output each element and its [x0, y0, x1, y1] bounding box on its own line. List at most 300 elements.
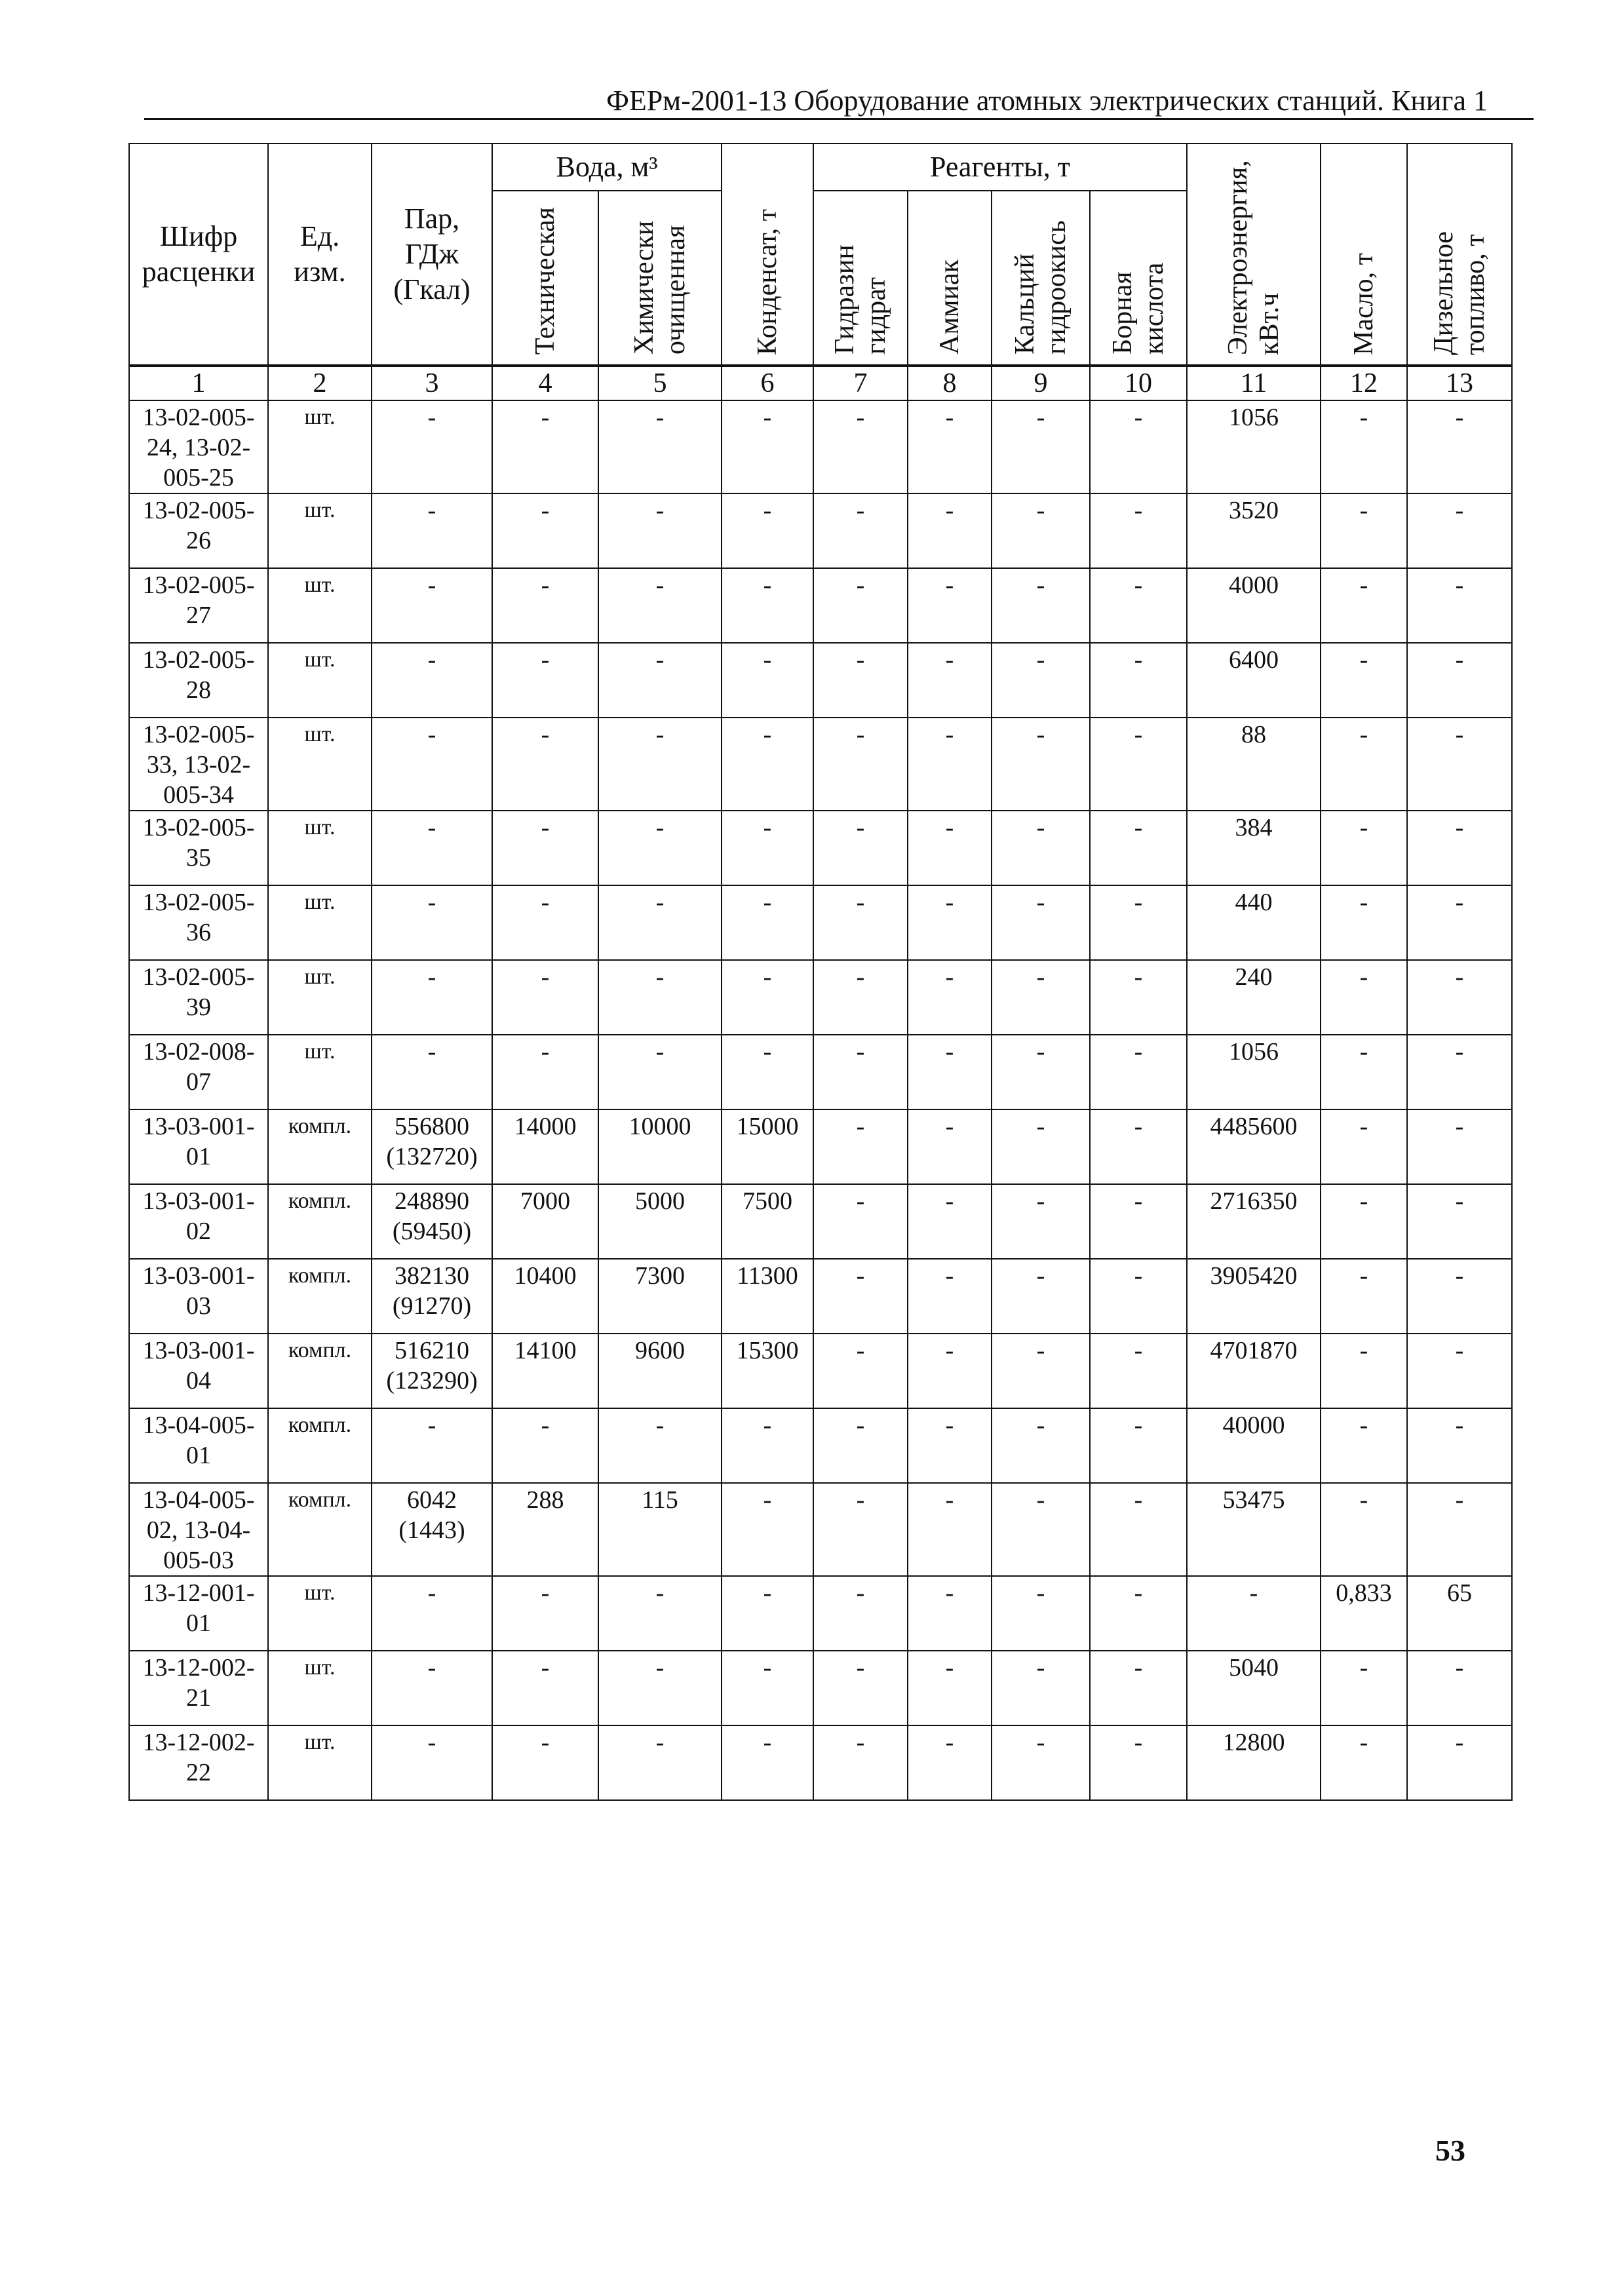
value-cell: - — [598, 811, 722, 885]
value-cell: - — [598, 1725, 722, 1800]
rate-code-cell: 13-02-005-39 — [129, 960, 268, 1035]
table-body — [129, 400, 1512, 1800]
value-cell: 4000 — [1187, 568, 1321, 643]
table-row — [129, 1483, 1512, 1576]
value-cell: - — [1321, 1109, 1407, 1184]
table-row — [129, 960, 1512, 1035]
unit-cell: компл. — [268, 1408, 372, 1483]
value-cell: - — [908, 1259, 992, 1334]
table-row — [129, 1259, 1512, 1334]
value-cell: 4485600 — [1187, 1109, 1321, 1184]
value-cell: 14100 — [492, 1334, 598, 1408]
value-cell: - — [1321, 1035, 1407, 1109]
value-cell: - — [1321, 1651, 1407, 1725]
value-cell: - — [908, 493, 992, 568]
value-cell: - — [372, 568, 492, 643]
value-cell: 7500 — [722, 1184, 813, 1259]
column-number: 7 — [813, 366, 908, 400]
table-row — [129, 643, 1512, 718]
value-cell: - — [908, 1184, 992, 1259]
value-cell: - — [372, 643, 492, 718]
value-cell: - — [492, 493, 598, 568]
value-cell: 0,833 — [1321, 1576, 1407, 1651]
value-cell: - — [1321, 718, 1407, 811]
value-cell: - — [1321, 811, 1407, 885]
unit-cell: шт. — [268, 643, 372, 718]
value-cell: - — [492, 643, 598, 718]
value-cell: - — [1090, 1725, 1187, 1800]
value-cell: 384 — [1187, 811, 1321, 885]
value-cell: - — [813, 1109, 908, 1184]
column-number: 12 — [1321, 366, 1407, 400]
column-number: 3 — [372, 366, 492, 400]
header-steam — [372, 144, 492, 366]
value-cell: - — [1090, 1259, 1187, 1334]
header-boric — [1090, 191, 1187, 366]
table-header — [129, 144, 1512, 400]
column-number: 1 — [129, 366, 268, 400]
value-cell: - — [813, 1259, 908, 1334]
header-oil-label: Масло, т — [1349, 253, 1379, 355]
value-cell: - — [1321, 493, 1407, 568]
value-cell: - — [372, 960, 492, 1035]
value-cell: - — [1090, 960, 1187, 1035]
table-row — [129, 811, 1512, 885]
value-cell: - — [722, 718, 813, 811]
value-cell: - — [372, 493, 492, 568]
header-condensate-label: Конденсат, т — [752, 208, 783, 355]
value-cell: - — [992, 1483, 1090, 1576]
value-cell: - — [908, 1109, 992, 1184]
value-cell: - — [492, 1408, 598, 1483]
value-cell: - — [908, 718, 992, 811]
header-calcium — [992, 191, 1090, 366]
value-cell: - — [598, 960, 722, 1035]
value-cell: - — [722, 1725, 813, 1800]
header-reagents-group-label: Реагенты, т — [929, 151, 1071, 183]
table-row — [129, 718, 1512, 811]
table-row — [129, 1408, 1512, 1483]
value-cell: - — [813, 1408, 908, 1483]
value-cell: - — [908, 811, 992, 885]
table-row — [129, 1035, 1512, 1109]
value-cell: - — [1407, 1725, 1512, 1800]
value-cell: 288 — [492, 1483, 598, 1576]
value-cell: - — [1407, 960, 1512, 1035]
value-cell: - — [1407, 568, 1512, 643]
value-cell: - — [1090, 718, 1187, 811]
column-number: 4 — [492, 366, 598, 400]
value-cell: - — [598, 1651, 722, 1725]
value-cell: - — [1407, 643, 1512, 718]
header-electricity-label: Электроэнергия, кВт.ч — [1223, 160, 1285, 355]
value-cell: - — [813, 400, 908, 493]
value-cell: - — [1321, 643, 1407, 718]
header-unit-label: Ед. изм. — [294, 220, 346, 288]
table-row — [129, 1576, 1512, 1651]
value-cell: - — [1407, 1651, 1512, 1725]
value-cell: - — [813, 1576, 908, 1651]
header-hydrazine-label: Гидразин гидрат — [830, 244, 891, 355]
table-row — [129, 568, 1512, 643]
value-cell: - — [1321, 1725, 1407, 1800]
value-cell: - — [372, 885, 492, 960]
value-cell: 7300 — [598, 1259, 722, 1334]
value-cell: - — [492, 960, 598, 1035]
value-cell: - — [1407, 1035, 1512, 1109]
header-steam-label: Пар, ГДж (Гкал) — [393, 202, 471, 305]
value-cell: - — [1090, 1576, 1187, 1651]
unit-cell: шт. — [268, 1651, 372, 1725]
rate-code-cell: 13-12-002-22 — [129, 1725, 268, 1800]
unit-cell: компл. — [268, 1184, 372, 1259]
value-cell: - — [722, 1408, 813, 1483]
value-cell: - — [722, 1576, 813, 1651]
value-cell: - — [992, 1259, 1090, 1334]
value-cell: - — [1090, 885, 1187, 960]
value-cell: - — [372, 1576, 492, 1651]
header-code-label: Шифр расценки — [142, 220, 256, 288]
rate-code-cell: 13-02-005-28 — [129, 643, 268, 718]
value-cell: - — [992, 1035, 1090, 1109]
value-cell: - — [992, 1408, 1090, 1483]
unit-cell: шт. — [268, 811, 372, 885]
value-cell: - — [992, 1334, 1090, 1408]
page-number: 53 — [1435, 2134, 1465, 2167]
value-cell: - — [492, 1035, 598, 1109]
value-cell: - — [1321, 1334, 1407, 1408]
value-cell: - — [813, 885, 908, 960]
column-number: 9 — [992, 366, 1090, 400]
value-cell: - — [1407, 811, 1512, 885]
value-cell: - — [372, 1651, 492, 1725]
value-cell: - — [492, 718, 598, 811]
value-cell: - — [492, 1576, 598, 1651]
value-cell: - — [1090, 1483, 1187, 1576]
value-cell: - — [372, 718, 492, 811]
value-cell: - — [1407, 718, 1512, 811]
value-cell: - — [598, 493, 722, 568]
value-cell: 9600 — [598, 1334, 722, 1408]
value-cell: - — [813, 1725, 908, 1800]
value-cell: - — [492, 885, 598, 960]
value-cell: - — [813, 718, 908, 811]
value-cell: 440 — [1187, 885, 1321, 960]
value-cell: - — [722, 885, 813, 960]
unit-cell: шт. — [268, 493, 372, 568]
value-cell: - — [813, 1035, 908, 1109]
rate-code-cell: 13-03-001-02 — [129, 1184, 268, 1259]
table-row — [129, 1109, 1512, 1184]
value-cell: - — [1321, 1483, 1407, 1576]
rate-code-cell: 13-03-001-01 — [129, 1109, 268, 1184]
value-cell: - — [1321, 568, 1407, 643]
value-cell: - — [598, 1576, 722, 1651]
value-cell: - — [908, 1408, 992, 1483]
value-cell: - — [1090, 811, 1187, 885]
value-cell: - — [813, 493, 908, 568]
value-cell: - — [598, 643, 722, 718]
value-cell: - — [372, 1725, 492, 1800]
value-cell: - — [992, 960, 1090, 1035]
column-number: 13 — [1407, 366, 1512, 400]
column-number: 6 — [722, 366, 813, 400]
value-cell: - — [813, 811, 908, 885]
header-condensate — [722, 144, 813, 366]
value-cell: - — [492, 811, 598, 885]
value-cell: 5000 — [598, 1184, 722, 1259]
value-cell: - — [992, 493, 1090, 568]
value-cell: - — [1090, 1109, 1187, 1184]
rate-code-cell: 13-04-005-01 — [129, 1408, 268, 1483]
value-cell: - — [908, 643, 992, 718]
value-cell: - — [722, 811, 813, 885]
value-cell: - — [492, 568, 598, 643]
value-cell: 10000 — [598, 1109, 722, 1184]
value-cell: - — [992, 568, 1090, 643]
value-cell: 4701870 — [1187, 1334, 1321, 1408]
value-cell: 3520 — [1187, 493, 1321, 568]
unit-cell: компл. — [268, 1259, 372, 1334]
rate-code-cell: 13-04-005-02, 13-04-005-03 — [129, 1483, 268, 1576]
value-cell: - — [598, 1035, 722, 1109]
value-cell: - — [1407, 1483, 1512, 1576]
table-row — [129, 1334, 1512, 1408]
value-cell: 1056 — [1187, 1035, 1321, 1109]
value-cell: 6042 (1443) — [372, 1483, 492, 1576]
table-row — [129, 1651, 1512, 1725]
value-cell: 240 — [1187, 960, 1321, 1035]
value-cell: - — [722, 493, 813, 568]
value-cell: 248890 (59450) — [372, 1184, 492, 1259]
value-cell: - — [722, 960, 813, 1035]
value-cell: - — [813, 1651, 908, 1725]
value-cell: 40000 — [1187, 1408, 1321, 1483]
column-number: 8 — [908, 366, 992, 400]
value-cell: - — [908, 400, 992, 493]
header-oil — [1321, 144, 1407, 366]
rate-code-cell: 13-02-005-35 — [129, 811, 268, 885]
header-code — [129, 144, 268, 366]
value-cell: 15000 — [722, 1109, 813, 1184]
value-cell: - — [908, 960, 992, 1035]
value-cell: - — [1090, 1035, 1187, 1109]
column-number: 2 — [268, 366, 372, 400]
value-cell: - — [992, 1184, 1090, 1259]
value-cell: - — [813, 1184, 908, 1259]
value-cell: - — [908, 885, 992, 960]
value-cell: - — [992, 400, 1090, 493]
header-water-chem-label: Химически очищенная — [629, 220, 691, 355]
value-cell: - — [492, 1725, 598, 1800]
value-cell: - — [908, 568, 992, 643]
value-cell: - — [372, 1035, 492, 1109]
value-cell: - — [1090, 400, 1187, 493]
value-cell: 12800 — [1187, 1725, 1321, 1800]
rate-code-cell: 13-02-005-33, 13-02-005-34 — [129, 718, 268, 811]
rate-code-cell: 13-02-005-24, 13-02-005-25 — [129, 400, 268, 493]
value-cell: 11300 — [722, 1259, 813, 1334]
value-cell: - — [1407, 1334, 1512, 1408]
rate-code-cell: 13-02-005-26 — [129, 493, 268, 568]
value-cell: - — [1090, 493, 1187, 568]
value-cell: - — [1407, 885, 1512, 960]
unit-cell: компл. — [268, 1483, 372, 1576]
unit-cell: шт. — [268, 568, 372, 643]
value-cell: 115 — [598, 1483, 722, 1576]
table-row — [129, 885, 1512, 960]
value-cell: - — [372, 1408, 492, 1483]
value-cell: - — [992, 643, 1090, 718]
header-water-group-label: Вода, м³ — [556, 151, 658, 183]
header-boric-label: Борная кислота — [1108, 262, 1169, 355]
value-cell: 7000 — [492, 1184, 598, 1259]
value-cell: - — [908, 1725, 992, 1800]
value-cell: - — [492, 400, 598, 493]
value-cell: 88 — [1187, 718, 1321, 811]
column-number: 11 — [1187, 366, 1321, 400]
header-electricity — [1187, 144, 1321, 366]
table-row — [129, 400, 1512, 493]
value-cell: - — [992, 885, 1090, 960]
column-number: 10 — [1090, 366, 1187, 400]
resource-norms-table — [128, 143, 1513, 1801]
value-cell: 6400 — [1187, 643, 1321, 718]
value-cell: - — [722, 1035, 813, 1109]
header-diesel — [1407, 144, 1512, 366]
value-cell: - — [1090, 1651, 1187, 1725]
value-cell: - — [1321, 1408, 1407, 1483]
value-cell: - — [1407, 1408, 1512, 1483]
value-cell: - — [1407, 1109, 1512, 1184]
unit-cell: шт. — [268, 885, 372, 960]
value-cell: - — [992, 1576, 1090, 1651]
value-cell: - — [1090, 1184, 1187, 1259]
header-calcium-label: Кальций гидроокись — [1010, 220, 1072, 355]
value-cell: 5040 — [1187, 1651, 1321, 1725]
header-water-tech-label: Техническая — [530, 206, 560, 355]
value-cell: - — [598, 718, 722, 811]
value-cell: - — [813, 1483, 908, 1576]
value-cell: - — [372, 811, 492, 885]
rate-code-cell: 13-02-005-36 — [129, 885, 268, 960]
value-cell: 516210 (123290) — [372, 1334, 492, 1408]
rate-code-cell: 13-02-005-27 — [129, 568, 268, 643]
value-cell: 3905420 — [1187, 1259, 1321, 1334]
value-cell: - — [813, 643, 908, 718]
value-cell: - — [1090, 1408, 1187, 1483]
value-cell: 382130 (91270) — [372, 1259, 492, 1334]
value-cell: 2716350 — [1187, 1184, 1321, 1259]
table-row — [129, 1725, 1512, 1800]
unit-cell: компл. — [268, 1334, 372, 1408]
column-number: 5 — [598, 366, 722, 400]
unit-cell: шт. — [268, 1725, 372, 1800]
value-cell: - — [908, 1035, 992, 1109]
header-water-group — [492, 144, 722, 191]
running-title: ФЕРм-2001-13 Оборудование атомных электрических станций. Книга 1 — [144, 84, 1534, 120]
value-cell: - — [1407, 400, 1512, 493]
unit-cell: шт. — [268, 718, 372, 811]
rate-code-cell: 13-12-002-21 — [129, 1651, 268, 1725]
value-cell: - — [813, 568, 908, 643]
value-cell: - — [908, 1651, 992, 1725]
value-cell: 10400 — [492, 1259, 598, 1334]
table-row — [129, 493, 1512, 568]
value-cell: - — [992, 1109, 1090, 1184]
value-cell: - — [598, 400, 722, 493]
header-hydrazine — [813, 191, 908, 366]
value-cell: - — [598, 1408, 722, 1483]
value-cell: - — [992, 718, 1090, 811]
value-cell: - — [813, 960, 908, 1035]
value-cell: 1056 — [1187, 400, 1321, 493]
value-cell: 14000 — [492, 1109, 598, 1184]
value-cell: - — [598, 885, 722, 960]
value-cell: 53475 — [1187, 1483, 1321, 1576]
value-cell: - — [1321, 1259, 1407, 1334]
header-ammonia-label: Аммиак — [935, 259, 965, 355]
value-cell: - — [1321, 1184, 1407, 1259]
value-cell: - — [722, 400, 813, 493]
value-cell: - — [1321, 885, 1407, 960]
unit-cell: шт. — [268, 1576, 372, 1651]
rate-code-cell: 13-03-001-03 — [129, 1259, 268, 1334]
unit-cell: компл. — [268, 1109, 372, 1184]
value-cell: - — [908, 1576, 992, 1651]
value-cell: - — [992, 811, 1090, 885]
value-cell: - — [1187, 1576, 1321, 1651]
column-number-row — [129, 366, 1512, 400]
value-cell: 15300 — [722, 1334, 813, 1408]
header-ammonia — [908, 191, 992, 366]
value-cell: - — [992, 1651, 1090, 1725]
value-cell: - — [1407, 1184, 1512, 1259]
value-cell: - — [722, 1651, 813, 1725]
value-cell: - — [1321, 400, 1407, 493]
value-cell: - — [1090, 568, 1187, 643]
value-cell: - — [1321, 960, 1407, 1035]
header-water-tech — [492, 191, 598, 366]
header-diesel-label: Дизельное топливо, т — [1429, 231, 1490, 355]
value-cell: - — [722, 643, 813, 718]
unit-cell: шт. — [268, 400, 372, 493]
rate-code-cell: 13-03-001-04 — [129, 1334, 268, 1408]
header-water-chem — [598, 191, 722, 366]
value-cell: - — [722, 568, 813, 643]
value-cell: - — [992, 1725, 1090, 1800]
value-cell: - — [908, 1483, 992, 1576]
value-cell: - — [722, 1483, 813, 1576]
value-cell: - — [908, 1334, 992, 1408]
unit-cell: шт. — [268, 1035, 372, 1109]
value-cell: - — [1090, 1334, 1187, 1408]
value-cell: - — [492, 1651, 598, 1725]
value-cell: 556800 (132720) — [372, 1109, 492, 1184]
rate-code-cell: 13-02-008-07 — [129, 1035, 268, 1109]
value-cell: - — [1407, 493, 1512, 568]
value-cell: 65 — [1407, 1576, 1512, 1651]
unit-cell: шт. — [268, 960, 372, 1035]
header-unit — [268, 144, 372, 366]
value-cell: - — [1407, 1259, 1512, 1334]
value-cell: - — [598, 568, 722, 643]
header-reagents-group — [813, 144, 1187, 191]
table-row — [129, 1184, 1512, 1259]
value-cell: - — [1090, 643, 1187, 718]
rate-code-cell: 13-12-001-01 — [129, 1576, 268, 1651]
value-cell: - — [813, 1334, 908, 1408]
